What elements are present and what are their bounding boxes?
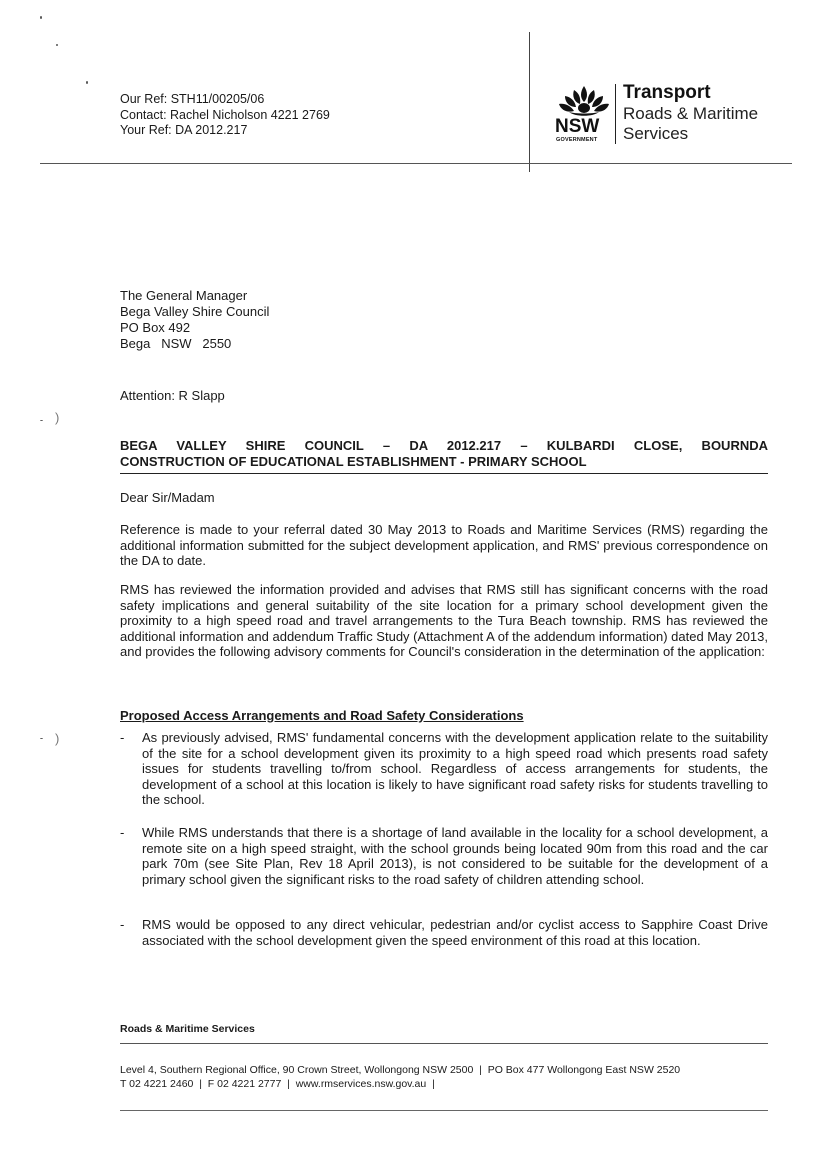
header-divider [529,32,530,172]
address-line: The General Manager [120,288,248,303]
bullet-text: RMS would be opposed to any direct vehicular, pedestrian and/or cyclist access to Sapphire Coast Drive associated with the school development given the speed environment of this road at this location. [142,917,768,948]
subject-heading [120,438,768,470]
salutation: Dear Sir/Madam [120,490,215,505]
margin-mark: ) [55,410,60,425]
scan-speck [86,81,88,84]
footer-contact: T 02 4221 2460 | F 02 4221 2777 | www.rmservices.nsw.gov.au | [120,1078,435,1090]
footer-address: Level 4, Southern Regional Office, 90 Crown Street, Wollongong NSW 2500 | PO Box 477 Wollongong East NSW 2520 [120,1064,681,1076]
bullet-item [120,825,768,887]
our-ref: Our Ref: STH11/00205/06 [120,92,265,106]
margin-mark: ) [55,731,60,746]
your-ref: Your Ref: DA 2012.217 [120,123,248,137]
scan-speck [56,44,58,46]
body-paragraph: Reference is made to your referral dated 30 May 2013 to Roads and Maritime Services (RMS) regarding the additional information submitted for the subject development application, and RMS' previous correspondence on the DA to date. [120,522,768,568]
recipient-address [120,288,269,352]
logo-services: Services [623,124,689,143]
nsw-wordmark: NSW [555,116,600,137]
bullet-item [120,730,768,808]
bullet-marker: - [120,917,125,932]
nsw-transport-logo [555,84,785,146]
address-line: Bega Valley Shire Council [120,304,270,319]
logo-transport: Transport [623,82,711,103]
address-line: PO Box 492 [120,320,191,335]
logo-roads-maritime: Roads & Maritime [623,104,759,123]
government-label: GOVERNMENT [556,137,598,143]
subject-rule [120,473,768,474]
footer-rule [120,1043,768,1044]
scan-speck [40,738,43,739]
scan-speck [40,16,42,19]
bullet-marker: - [120,825,125,840]
contact: Contact: Rachel Nicholson 4221 2769 [120,107,330,122]
header-rule [40,163,792,164]
footer-organisation: Roads & Maritime Services [120,1023,255,1035]
footer-bottom-rule [120,1110,768,1111]
bullet-text: As previously advised, RMS' fundamental concerns with the development application relate to the suitability of the site for a school development given its proximity to a high speed road which presents road safety issues for students travelling to/from school. Regardless of access arrangements for students, the development of a school at this location is likely to have significant road safety risks for students travelling to the school. [142,730,768,807]
body-paragraph: RMS has reviewed the information provided and advises that RMS still has significant concerns with the road safety implications and general suitability of the site location for a primary school development given the proximity to a high speed road and travel arrangements to the Tura Beach township. RMS has reviewed the additional information and addendum Traffic Study (Attachment A of the addendum information) dated May 2013, and provides the following advisory comments for Council's consideration in the determination of the application: [120,582,768,659]
section-heading: Proposed Access Arrangements and Road Safety Considerations [120,708,524,723]
bullet-item [120,917,768,948]
subject-line-2: CONSTRUCTION OF EDUCATIONAL ESTABLISHMENT - PRIMARY SCHOOL [120,454,587,469]
subject-line-1: BEGA VALLEY SHIRE COUNCIL – DA 2012.217 – KULBARDI CLOSE, BOURNDA [120,438,768,453]
attention-line: Attention: R Slapp [120,388,225,403]
address-line: Bega NSW 2550 [120,336,232,351]
bullet-marker: - [120,730,125,745]
reference-block [120,92,330,139]
scan-speck [40,420,43,421]
logo-separator [615,84,616,144]
bullet-text: While RMS understands that there is a shortage of land available in the locality for a school development, a remote site on a high speed straight, with the school grounds being located 90m from this road and the car park 70m (see Site Plan, Rev 18 April 2013), is not considered to be suitable for the development of a primary school given the significant risks to the road safety of children attending school. [142,825,768,887]
